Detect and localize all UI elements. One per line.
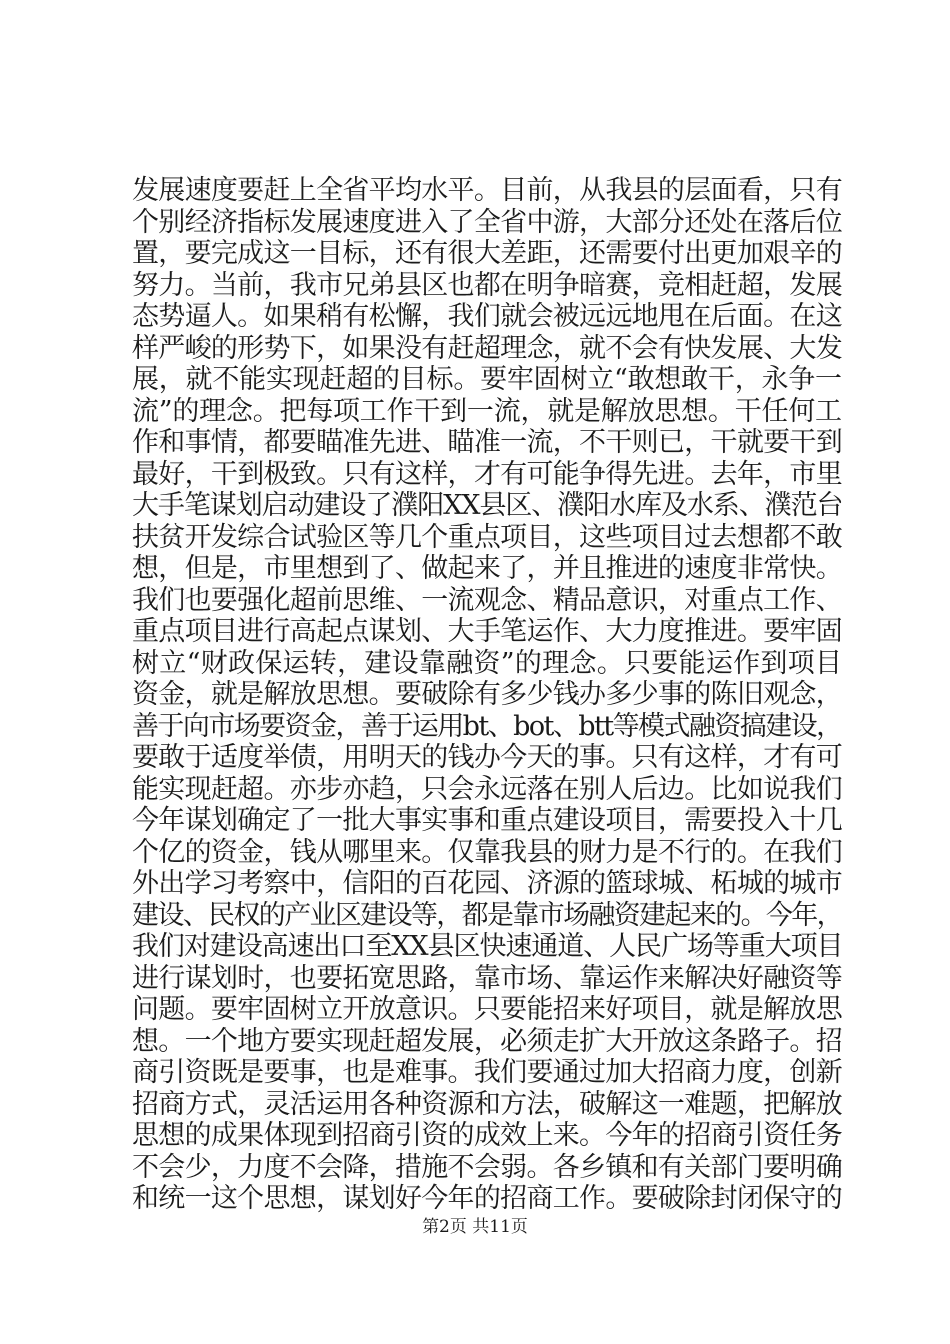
text-line: 置，要完成这一目标，还有很大差距，还需要付出更加艰辛的 [132, 238, 842, 269]
text-line: 要敢于适度举债，用明天的钱办今天的事。只有这样，才有可 [132, 742, 842, 773]
body-text [132, 175, 842, 1215]
text-line: 发展速度要赶上全省平均水平。目前，从我县的层面看，只有 [132, 175, 842, 206]
text-line: 外出学习考察中，信阳的百花园、济源的篮球城、柘城的城市 [132, 868, 842, 899]
text-line: 商引资既是要事，也是难事。我们要通过加大招商力度，创新 [132, 1057, 842, 1088]
text-line: 建设、民权的产业区建设等，都是靠市场融资建起来的。今年， [132, 899, 842, 931]
text-line: 我们也要强化超前思维、一流观念、精品意识，对重点工作、 [132, 584, 842, 616]
text-line: 进行谋划时，也要拓宽思路，靠市场、靠运作来解决好融资等 [132, 962, 842, 994]
text-line: 最好，干到极致。只有这样，才有可能争得先进。去年，市里 [132, 458, 842, 490]
text-line: 作和事情，都要瞄准先进、瞄准一流，不干则已，干就要干到 [132, 427, 842, 458]
text-line: 样严峻的形势下，如果没有赶超理念，就不会有快发展、大发 [132, 332, 842, 364]
page-footer: 第2页 共11页 [422, 1217, 528, 1237]
text-line: 个亿的资金，钱从哪里来。仅靠我县的财力是不行的。在我们 [132, 836, 842, 868]
text-line: 个别经济指标发展速度进入了全省中游，大部分还处在落后位 [132, 206, 842, 238]
text-line: 想，但是，市里想到了、做起来了，并且推进的速度非常快。 [132, 553, 842, 584]
text-line: 思想的成果体现到招商引资的成效上来。今年的招商引资任务 [132, 1120, 842, 1151]
text-line: 我们对建设高速出口至XX县区快速通道、人民广场等重大项目 [132, 931, 842, 962]
text-line: 扶贫开发综合试验区等几个重点项目，这些项目过去想都不敢 [132, 521, 842, 553]
text-line: 努力。当前，我市兄弟县区也都在明争暗赛，竞相赶超，发展 [132, 269, 842, 301]
text-line: 今年谋划确定了一批大事实事和重点建设项目，需要投入十几 [132, 805, 842, 836]
text-line: 善于向市场要资金，善于运用bt、bot、btt等模式融资搞建设， [132, 710, 842, 742]
text-line: 问题。要牢固树立开放意识。只要能招来好项目，就是解放思 [132, 994, 842, 1025]
text-line: 大手笔谋划启动建设了濮阳XX县区、濮阳水库及水系、濮范台 [132, 490, 842, 521]
text-line: 和统一这个思想，谋划好今年的招商工作。要破除封闭保守的 [132, 1183, 842, 1214]
text-line: 树立“财政保运转，建设靠融资”的理念。只要能运作到项目 [132, 647, 842, 679]
text-line: 展，就不能实现赶超的目标。要牢固树立“敢想敢干，永争一 [132, 364, 842, 395]
text-line: 想。一个地方要实现赶超发展，必须走扩大开放这条路子。招 [132, 1025, 842, 1057]
text-line: 招商方式，灵活运用各种资源和方法，破解这一难题，把解放 [132, 1088, 842, 1120]
text-line: 态势逼人。如果稍有松懈，我们就会被远远地甩在后面。在这 [132, 301, 842, 332]
text-line: 不会少，力度不会降，措施不会弱。各乡镇和有关部门要明确 [132, 1151, 842, 1183]
text-line: 能实现赶超。亦步亦趋，只会永远落在别人后边。比如说我们 [132, 773, 842, 805]
text-line: 资金，就是解放思想。要破除有多少钱办多少事的陈旧观念， [132, 679, 842, 710]
text-line: 流”的理念。把每项工作干到一流，就是解放思想。干任何工 [132, 395, 842, 427]
text-line: 重点项目进行高起点谋划、大手笔运作、大力度推进。要牢固 [132, 616, 842, 647]
